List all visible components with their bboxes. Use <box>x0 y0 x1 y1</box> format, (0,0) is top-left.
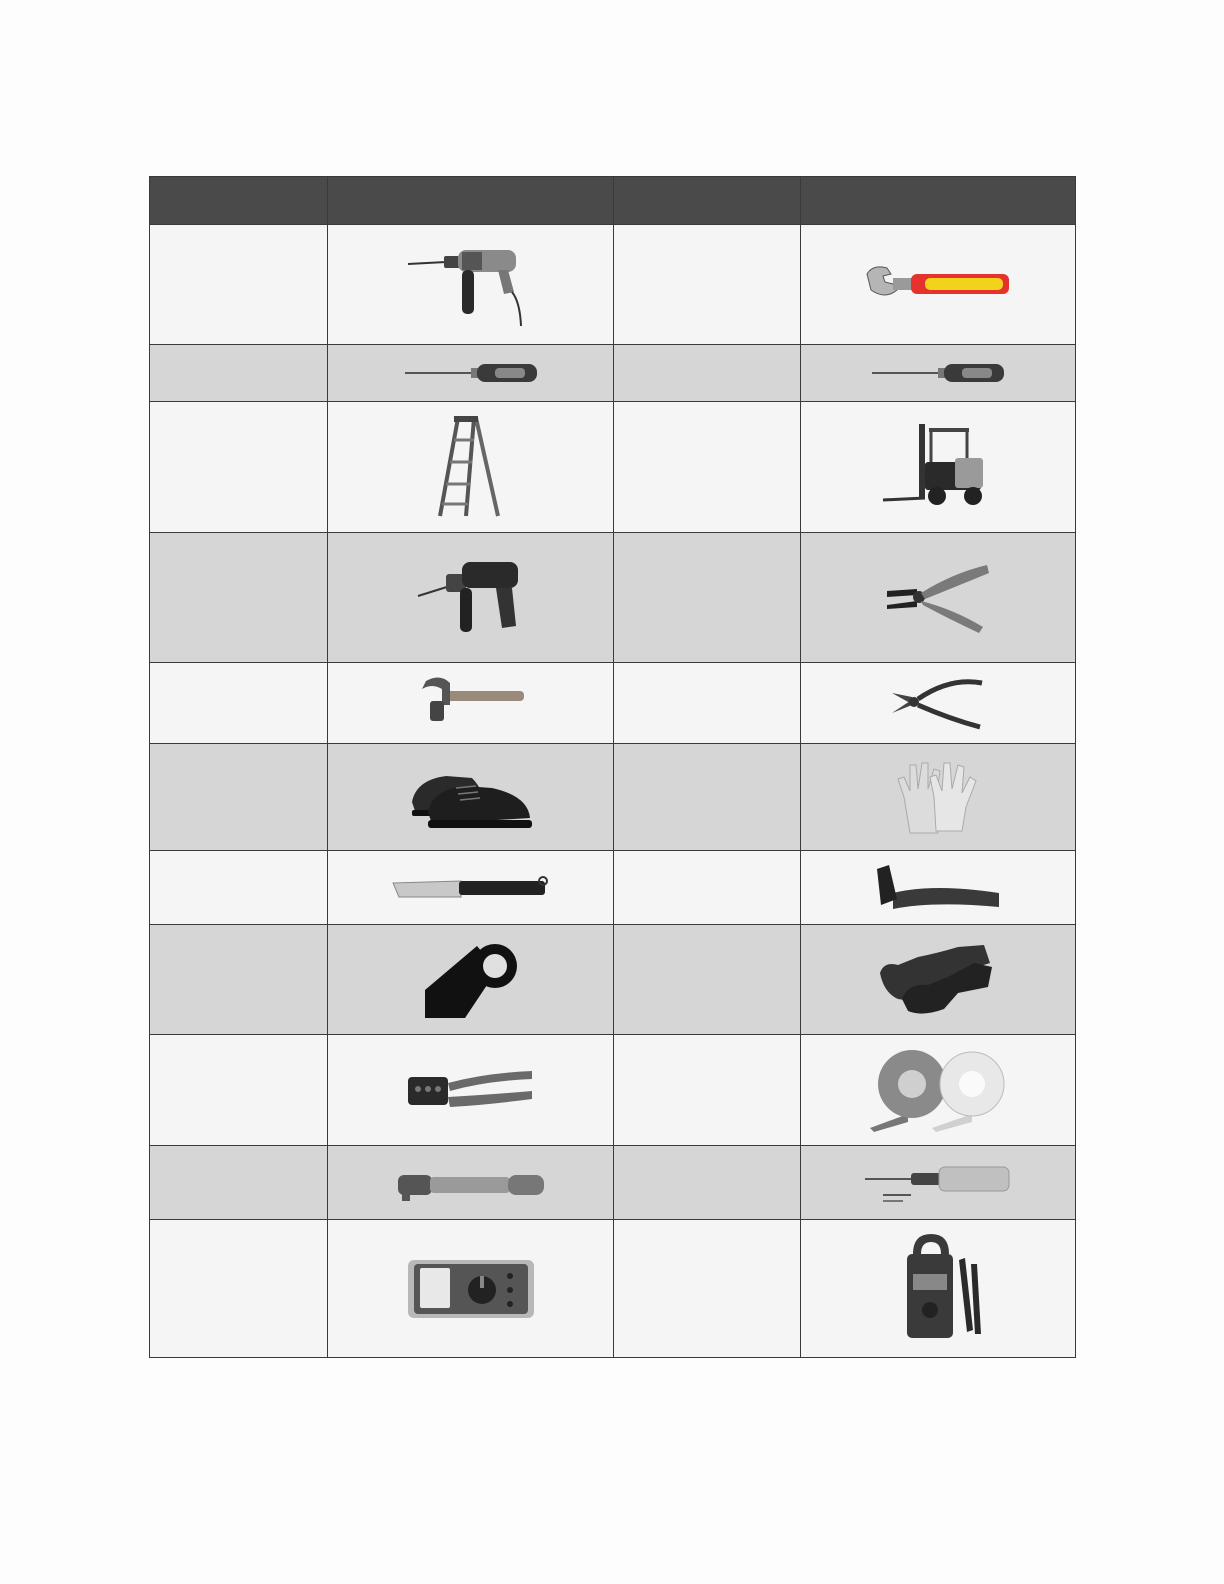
image-cell <box>801 345 1076 402</box>
label-cell <box>614 663 801 744</box>
image-cell <box>801 1220 1076 1358</box>
label-cell <box>150 225 328 345</box>
image-cell <box>328 533 614 663</box>
label-cell <box>150 1035 328 1146</box>
header-cell <box>801 177 1076 225</box>
table-header-row <box>150 177 1076 225</box>
label-cell <box>150 1220 328 1358</box>
table-row <box>150 663 1076 744</box>
wire-stripper-icon <box>883 563 993 633</box>
image-cell <box>328 1220 614 1358</box>
table-row <box>150 1146 1076 1220</box>
screwdriver-icon <box>870 361 1006 385</box>
image-cell <box>801 851 1076 925</box>
image-cell <box>801 1035 1076 1146</box>
torque-screwdriver-icon <box>863 1161 1013 1205</box>
label-cell <box>614 402 801 533</box>
label-cell <box>150 402 328 533</box>
image-cell <box>801 663 1076 744</box>
anti-static-gloves-icon <box>896 757 980 837</box>
image-cell <box>801 1146 1076 1220</box>
safety-shoes-icon <box>406 762 536 832</box>
header-cell <box>328 177 614 225</box>
step-ladder-icon <box>436 414 506 520</box>
table-row <box>150 225 1076 345</box>
table-row <box>150 345 1076 402</box>
table-row <box>150 1220 1076 1358</box>
label-cell <box>150 345 328 402</box>
image-cell <box>801 225 1076 345</box>
table-row <box>150 533 1076 663</box>
image-cell <box>328 744 614 851</box>
image-cell <box>328 925 614 1035</box>
hammer-drill-icon <box>416 558 526 638</box>
header-cell <box>614 177 801 225</box>
image-cell <box>801 533 1076 663</box>
electrician-knife-icon <box>391 873 551 903</box>
tools-table <box>149 176 1076 1358</box>
label-cell <box>150 533 328 663</box>
torque-wrench-icon <box>396 1163 546 1203</box>
label-cell <box>614 744 801 851</box>
label-cell <box>150 1146 328 1220</box>
label-cell <box>614 925 801 1035</box>
insulating-tape-icon <box>421 940 521 1020</box>
table-row <box>150 402 1076 533</box>
label-cell <box>614 851 801 925</box>
table-row <box>150 744 1076 851</box>
label-cell <box>614 345 801 402</box>
label-cell <box>614 1146 801 1220</box>
clamp-meter-icon <box>893 1234 983 1344</box>
claw-hammer-icon <box>416 673 526 733</box>
header-cell <box>150 177 328 225</box>
table-row <box>150 1035 1076 1146</box>
label-cell <box>150 925 328 1035</box>
label-cell <box>150 744 328 851</box>
insulated-adjustable-wrench-icon <box>863 260 1013 310</box>
image-cell <box>328 1035 614 1146</box>
image-cell <box>328 402 614 533</box>
label-cell <box>150 663 328 744</box>
image-cell <box>328 1146 614 1220</box>
electric-drill-icon <box>406 240 536 330</box>
image-cell <box>801 402 1076 533</box>
label-cell <box>614 533 801 663</box>
table-row <box>150 851 1076 925</box>
image-cell <box>801 925 1076 1035</box>
crimping-tool-icon <box>406 1065 536 1115</box>
tape-rolls-icon <box>868 1048 1008 1132</box>
table-row <box>150 925 1076 1035</box>
image-cell <box>801 744 1076 851</box>
image-cell <box>328 851 614 925</box>
forklift-icon <box>883 422 993 512</box>
image-cell <box>328 225 614 345</box>
cable-sleeve-icon <box>873 863 1003 913</box>
label-cell <box>614 225 801 345</box>
insulating-rubber-gloves-icon <box>878 943 998 1017</box>
label-cell <box>614 1220 801 1358</box>
diagonal-cutter-icon <box>890 675 986 731</box>
digital-multimeter-icon <box>406 1258 536 1320</box>
screwdriver-icon <box>403 361 539 385</box>
image-cell <box>328 663 614 744</box>
image-cell <box>328 345 614 402</box>
label-cell <box>150 851 328 925</box>
label-cell <box>614 1035 801 1146</box>
